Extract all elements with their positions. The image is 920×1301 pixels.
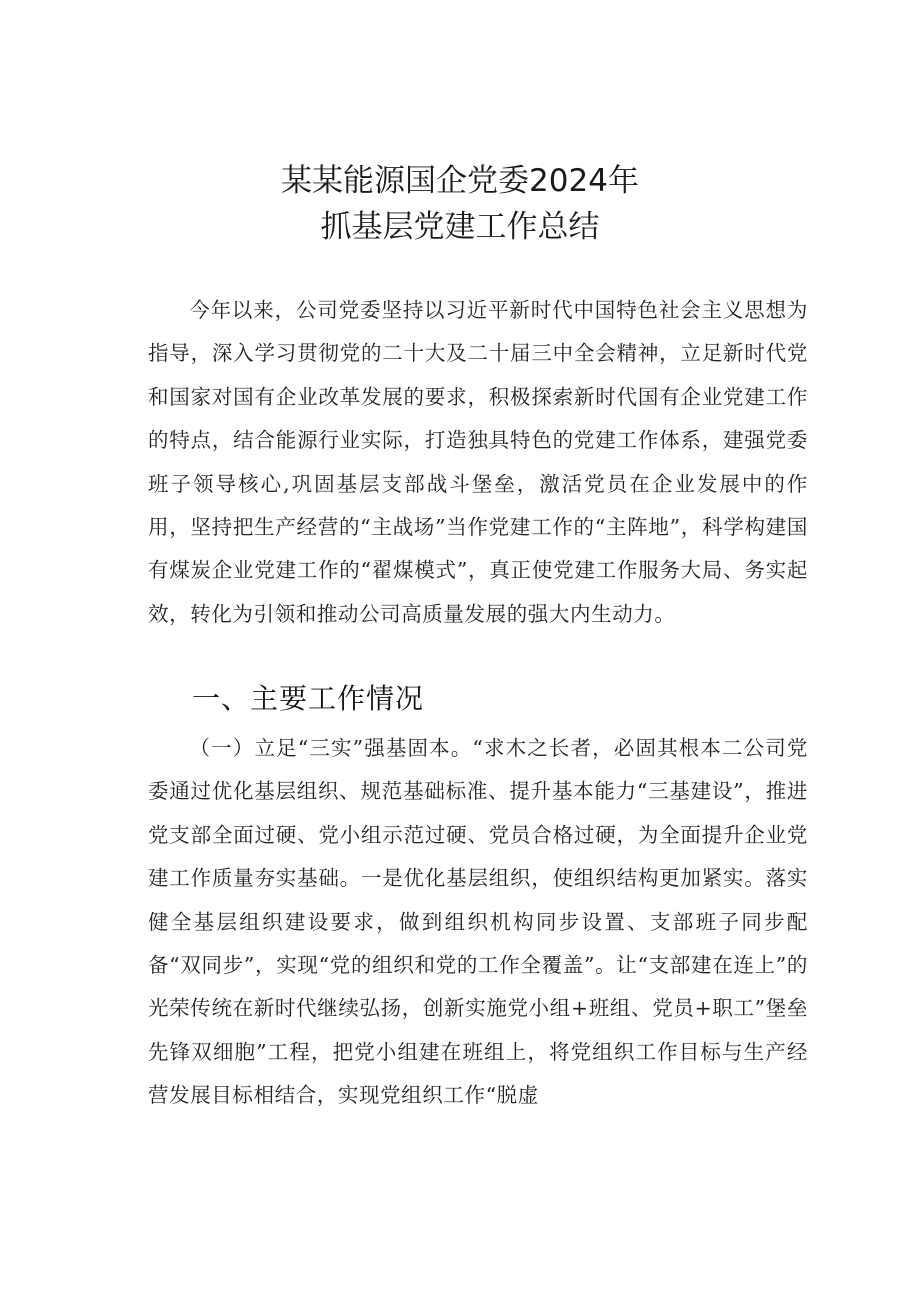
section-heading: 一、主要工作情况	[192, 682, 425, 715]
intro-paragraph	[148, 289, 808, 636]
section-1-paragraph-text: （一）立足“三实”强基固本。“求木之长者，必固其根本二公司党委通过优化基层组织、规范基础标准、提升基本能力“三基建设”，推进党支部全面过硬、党小组示范过硬、党员合格过硬，为全面提升企业党建工作质量夯实基础。一是优化基层组织，使组织结构更加紧实。落实健全基层组织建设要求，做到组织机构同步设置、支部班子同步配备“双同步”，实现“党的组织和党的工作全覆盖”。让“支部建在连上”的光荣传统在新时代继续弘扬，创新实施党小组+班组、党员+职工”堡垒先锋双细胞”工程，把党小组建在班组上，将党组织工作目标与生产经营发展目标相结合，实现党组织工作“脱虚	[148, 736, 808, 1108]
title-line-2: 抓基层党建工作总结	[320, 209, 600, 245]
section-1-paragraph	[148, 727, 808, 1118]
document-title	[0, 158, 920, 250]
intro-paragraph-text: 今年以来，公司党委坚持以习近平新时代中国特色社会主义思想为指导，深入学习贯彻党的二十大及二十届三中全会精神，立足新时代党和国家对国有企业改革发展的要求，积极探索新时代国有企业党建工作的特点，结合能源行业实际，打造独具特色的党建工作体系，建强党委班子领导核心,巩固基层支部战斗堡垒，激活党员在企业发展中的作用，坚持把生产经营的“主战场”当作党建工作的“主阵地”，科学构建国有煤炭企业党建工作的“翟煤模式”，真正使党建工作服务大局、务实起效，转化为引领和推动公司高质量发展的强大内生动力。	[148, 298, 808, 626]
title-line-1: 某某能源国企党委2024年	[281, 163, 639, 199]
